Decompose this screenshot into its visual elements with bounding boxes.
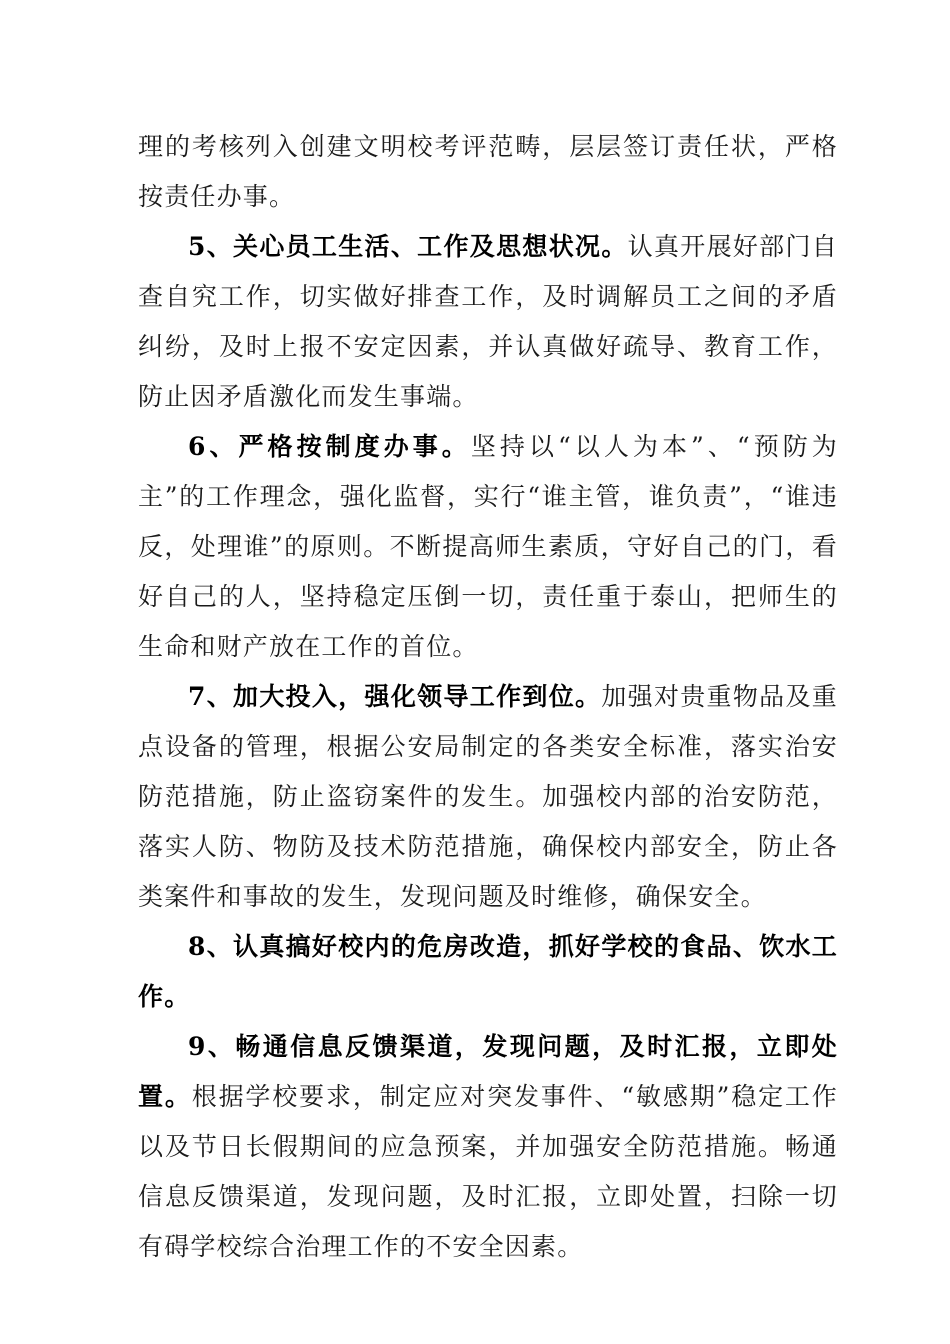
paragraph-text: 认真开展好部门自查自究工作，切实做好排查工作，及时调解员工之间的矛盾纠纷，及时上报不安定因素，并认真做好疏导、教育工作，防止因矛盾激化而发生事端。 (138, 232, 838, 411)
paragraph-heading: 6、严格按制度办事。 (188, 432, 471, 461)
paragraph-item-6 (138, 422, 838, 672)
paragraph-text: 理的考核列入创建文明校考评范畴，层层签订责任状，严格按责任办事。 (138, 132, 838, 211)
paragraph-text: 坚持以“以人为本”、“预防为主”的工作理念，强化监督，实行“谁主管，谁负责”，“谁违反，处理谁”的原则。不断提高师生素质，守好自己的门，看好自己的人，坚持稳定压倒一切，责任重于泰山，把师生的生命和财产放在工作的首位。 (138, 432, 838, 661)
paragraph-text: 根据学校要求，制定应对突发事件、“敏感期”稳定工作以及节日长假期间的应急预案，并加强安全防范措施。畅通信息反馈渠道，发现问题，及时汇报，立即处置，扫除一切有碍学校综合治理工作的不安全因素。 (138, 1082, 838, 1261)
paragraph-text: 加强对贵重物品及重点设备的管理，根据公安局制定的各类安全标准，落实治安防范措施，防止盗窃案件的发生。加强校内部的治安防范，落实人防、物防及技术防范措施，确保校内部安全，防止各类案件和事故的发生，发现问题及时维修，确保安全。 (138, 682, 838, 911)
paragraph-item-8 (138, 922, 838, 1022)
paragraph-item-9 (138, 1022, 838, 1272)
paragraph-heading: 8、认真搞好校内的危房改造，抓好学校的食品、饮水工作。 (138, 932, 838, 1011)
document-body (138, 122, 838, 1272)
paragraph-continuation (138, 122, 838, 222)
paragraph-heading: 5、关心员工生活、工作及思想状况。 (188, 232, 628, 261)
paragraph-item-7 (138, 672, 838, 922)
paragraph-item-5 (138, 222, 838, 422)
paragraph-heading: 7、加大投入，强化领导工作到位。 (188, 682, 602, 711)
paragraph-heading: 9、畅通信息反馈渠道，发现问题，及时汇报，立即处置。 (138, 1032, 838, 1111)
